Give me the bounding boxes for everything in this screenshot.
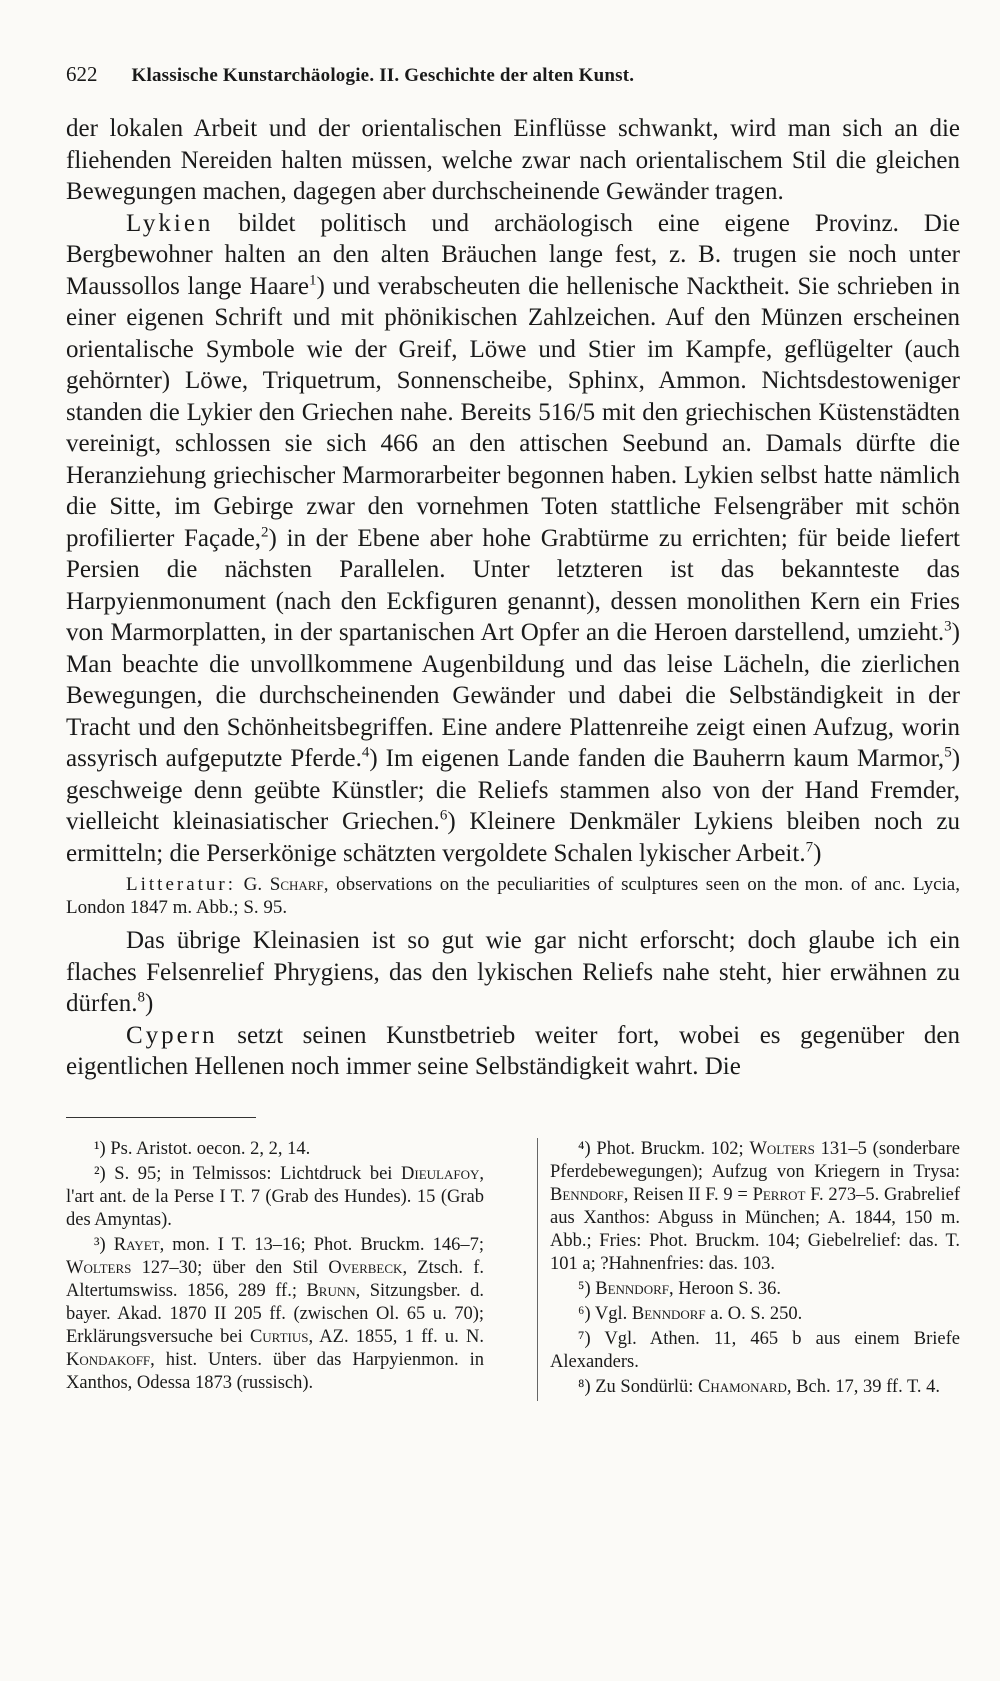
footnote-divider	[66, 1117, 256, 1118]
footnote-ref-3: 3	[944, 618, 952, 635]
footnote-ref-8: 8	[137, 989, 145, 1006]
footnote-3: ³) Rayet, mon. I T. 13–16; Phot. Bruckm. 146–7; Wolters 127–30; über den Stil Overbeck, Ztsch. f. Altertumswiss. 1856, 289 ff.; Brunn, Sitzungsber. d. bayer. Akad. 1870 II 205 ff. (zwischen Ol. 65 u. 70); Erklärungsversuche bei Curtius, AZ. 1855, 1 ff. u. N. Kondakoff, hist. Unters. über das Harpyienmon. in Xanthos, Odessa 1873 (russisch).	[66, 1234, 485, 1393]
footnote-ref-6: 6	[439, 807, 448, 824]
footnote-2: ²) S. 95; in Telmissos: Lichtdruck bei Dieulafoy, l'art ant. de la Perse I T. 7 (Grab des Hundes). 15 (Grab des Amyntas).	[66, 1163, 484, 1230]
running-title: Klassische Kunstarchäologie. II. Geschichte der alten Kunst.	[131, 65, 635, 86]
footnote-1: ¹) Ps. Aristot. oecon. 2, 2, 14.	[94, 1138, 311, 1159]
paragraph-lykien: Lykien bildet politisch und archäologisch eine eigene Provinz. Die Bergbewohner halten an den alten Bräuchen lange fest, z. B. trugen sie noch unter Maussollos lange Haare$^1$) und verabscheuten die hellenische Nacktheit. Sie schrieben in einer eigenen Schrift und mit phönikischen Zahlzeichen. Auf den Münzen erscheinen orientalische Symbole wie der Greif, Löwe und Stier im Kampfe, geflügelter (auch gehörnter) Löwe, Triquetrum, Sonnenscheibe, Sphinx, Ammon. Nichtsdestoweniger standen die Lykier den Griechen nahe. Bereits 516/5 mit den griechischen Küstenstädten vereinigt, schlossen sie sich 466 an den attischen Seebund an. Damals dürfte die Heranziehung griechischer Marmorarbeiter begonnen haben. Lykien selbst hatte nämlich die Sitte, im Gebirge zwar den vornehmen Toten stattliche Felsengräber mit schön profilierter Façade,$^2$) in der Ebene aber hohe Grabtürme zu errichten; für beide liefert Persien die nächsten Parallelen. Unter letzteren ist das bekannteste das Harpyienmonument (nach den Eckfiguren genannt), dessen monolithen Kern ein Fries von Marmorplatten, in der spartanischen Art Opfer an die Heroen darstellend, umzieht.$^3$) Man beachte die unvollkommene Augenbildung und das leise Lächeln, die zierlichen Bewegungen, die durchscheinenden Gewänder und dabei die Selbständigkeit in der Tracht und den Schönheitsbegriffen. Eine andere Plattenreihe zeigt einen Aufzug, worin assyrisch aufgeputzte Pferde.$^4$) Im eigenen Lande fanden die Bauherrn kaum Marmor,$^5$) geschweige denn geübte Künstler; die Reliefs stammen also von der Hand Fremder, vielleicht kleinasiatischer Griechen.$^6$) Kleinere Denkmäler Lykiens bleiben noch zu ermitteln; die Perserkönige schätzten vergoldete Schalen lykischer Arbeit.$^7$)	[66, 209, 961, 867]
main-text	[66, 113, 960, 1083]
footnote-ref-4: 4	[361, 744, 370, 761]
footnote-7: ⁷) Vgl. Athen. 11, 465 b aus einem Briefe Alexanders.	[550, 1328, 960, 1372]
footnotes	[66, 1138, 960, 1401]
page-number: 622	[66, 62, 98, 86]
footnote-5: ⁵) Benndorf, Heroon S. 36.	[578, 1278, 782, 1299]
page-header	[66, 62, 960, 87]
paragraph-cypern: Cypern setzt seinen Kunstbetrieb weiter fort, wobei es gegenüber den eigentlichen Hellenen noch immer seine Selbständigkeit wahrt. Die	[66, 1021, 960, 1080]
footnote-4: ⁴) Phot. Bruckm. 102; Wolters 131–5 (sonderbare Pferdebewegungen); Aufzug von Kriegern in Trysa: Benndorf, Reisen II F. 9 = Perrot F. 273–5. Grabrelief aus Xanthos: Abguss in München; A. 1844, 150 m. Abb.; Fries: Phot. Bruckm. 104; Giebelrelief: das. T. 101 a; ?Hahnenfries: das. 103.	[550, 1138, 960, 1274]
footnote-ref-7: 7	[805, 839, 814, 856]
footnote-8: ⁸) Zu Sondürlü: Chamonard, Bch. 17, 39 ff. T. 4.	[578, 1376, 941, 1397]
footnotes-left-column	[66, 1138, 484, 1401]
paragraph-kleinasien: Das übrige Kleinasien ist so gut wie gar nicht erforscht; doch glaube ich ein flaches Felsenrelief Phrygiens, das den lykischen Reliefs nahe steht, hier erwähnen zu dürfen.$^8$)	[66, 927, 960, 1017]
paragraph-1: der lokalen Arbeit und der orientalischen Einflüsse schwankt, wird man sich an die fliehenden Nereiden halten müssen, welche zwar nach orientalischem Stil die gleichen Bewegungen machen, dagegen aber durchscheinende Gewänder tragen.	[66, 115, 960, 205]
section-lead-lykien: Lykien	[126, 209, 214, 237]
footnote-ref-2: 2	[261, 524, 269, 541]
literature-label: Litteratur:	[126, 874, 237, 895]
footnote-ref-1: 1	[308, 272, 317, 289]
section-lead-cypern: Cypern	[126, 1021, 218, 1049]
footnotes-right-column	[537, 1138, 960, 1401]
literature-note: Litteratur: G. Scharf, observations on the peculiarities of sculptures seen on the mon. of anc. Lycia, London 1847 m. Abb.; S. 95.	[66, 874, 960, 918]
footnote-ref-5: 5	[944, 744, 952, 761]
book-page	[66, 62, 960, 1401]
footnote-6: ⁶) Vgl. Benndorf a. O. S. 250.	[578, 1303, 803, 1324]
